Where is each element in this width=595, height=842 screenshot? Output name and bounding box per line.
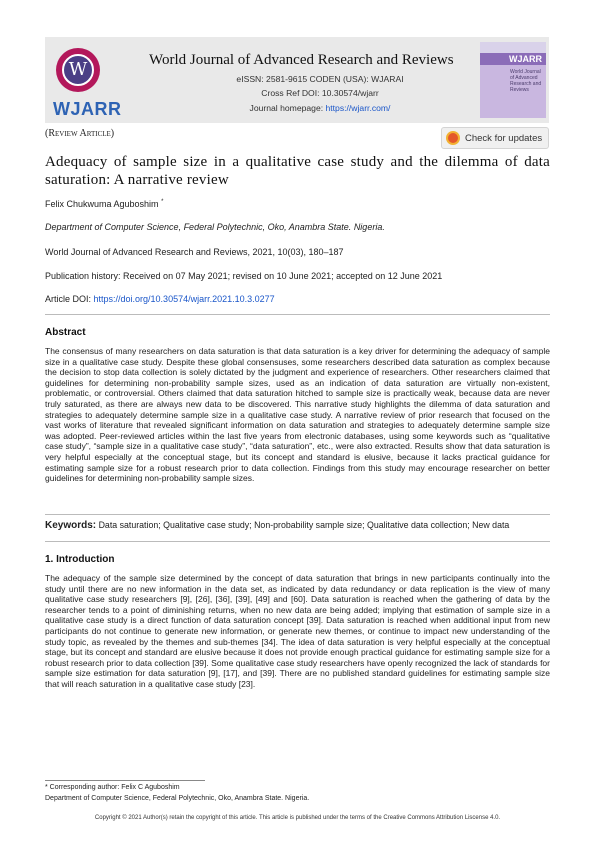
doi-link[interactable]: https://doi.org/10.30574/wjarr.2021.10.3.0277	[93, 294, 275, 304]
homepage-label: Journal homepage:	[249, 103, 326, 113]
abstract-heading: Abstract	[45, 327, 86, 338]
article-doi	[45, 294, 550, 304]
divider	[45, 314, 550, 315]
copyright-notice: Copyright © 2021 Author(s) retain the copyright of this article. This article is published under the terms of the Creative Commons Attribution Liscense 4.0.	[94, 815, 501, 821]
footnote-divider	[45, 780, 205, 781]
crossref-line: Cross Ref DOI: 10.30574/wjarr	[261, 88, 379, 98]
journal-homepage	[185, 103, 455, 113]
author-line	[45, 199, 550, 209]
keywords-line	[45, 520, 550, 531]
journal-name: World Journal of Advanced Research and Reviews	[149, 52, 454, 68]
cover-top-strip	[480, 42, 546, 53]
journal-cover-thumbnail	[480, 42, 546, 118]
divider	[45, 541, 550, 542]
keywords-text: Data saturation; Qualitative case study; Non-probability sample size; Qualitative data collection; New data	[98, 520, 510, 530]
publication-history: Publication history: Received on 07 May 2021; revised on 10 June 2021; accepted on 12 June 2021	[45, 271, 443, 281]
homepage-link[interactable]: https://wjarr.com/	[325, 103, 391, 113]
crossmark-icon	[446, 131, 460, 145]
author-name: Felix Chukwuma Aguboshim	[45, 199, 159, 209]
divider	[45, 514, 550, 515]
introduction-text: The adequacy of the sample size determined by the concept of data saturation that brings in new participants continually into the study until there are no new information in the data set, as indicated by data redundancy or data replication is the view of many qualitative case study researchers [9], [26], [36], [39], [49] and [60]. Data saturation is reached when the gathering of data by the researcher tends to a point of diminishing returns, when no new data are being added; implying that estimation of sample size in a qualitative case study is a direct function of data saturation concept [39]. Data saturation is reached when additional input from new participants do not continue to generate new information, or generate new themes, or continue to impact new understanding of the study topic, as revealed by the themes and sub-themes [34]. The idea of data saturation is very helpful especially at the conceptual stage, but its concept and standard are elusive because it does not provide enough practical guidance for estimating sample size for a robust research prior to data collection [39]. Some qualitative case study researchers have openly recognized the lack of standards for sample size estimation for data saturation [9], [17], and [39]. There are no published standard guidelines for estimating sample size that will reach saturation in a qualitative case study [23].	[45, 573, 550, 689]
doi-label: Article DOI:	[45, 294, 94, 304]
cover-body	[480, 65, 546, 118]
journal-header	[45, 37, 549, 123]
cover-brand: WJARR	[480, 53, 546, 65]
citation-line: World Journal of Advanced Research and Reviews, 2021, 10(03), 180–187	[45, 247, 344, 257]
article-type: (Review Article)	[45, 128, 115, 139]
introduction-heading: 1. Introduction	[45, 554, 115, 565]
corresponding-author-department: Department of Computer Science, Federal Polytechnic, Oko, Anambra State. Nigeria.	[45, 795, 310, 802]
corresponding-author-note: * Corresponding author: Felix C Aguboshim	[45, 784, 180, 791]
corresponding-mark: *	[161, 199, 164, 205]
journal-logo-text: WJARR	[53, 99, 122, 119]
journal-logo-icon: W	[62, 54, 94, 86]
abstract-text: The consensus of many researchers on data saturation is that data saturation is a key driver for determining the adequacy of sample size in a qualitative case study. Despite these global consensuses, some researchers described data saturation as complex because the decision to stop data collection is solely dictated by the judgment and experience of researchers. Other researchers claimed that guidelines for determining non-probability sample sizes, used as an indication of data saturation are virtually non-existent, problematic, or controversial. Others claimed that data saturation hitched to sample size is practically weak, because data are never truly saturated, as there are always new data to be discovered. This narrative study highlights the dilemma of data saturation and strategies to adequately determine sample size in a qualitative case study. A narrative review of prior research that focused on the vast works of literature that revealed significant information on data saturation and strategies to adequately determine sample size was adopted. Peer-reviewed articles within the last five years from electronic databases, using some keywords such as “qualitative case study”, “sample size in a qualitative case study”, “data saturation”, etc., were also extracted. Results show that data saturation is very helpful especially at the conceptual stage, but its concept and standard is elusive, because it lacks practical guidance for estimating sample size for a robust research prior to data collection. Findings from this study may encourage researcher on better guidelines for determining non-probability sample sizes.	[45, 346, 550, 484]
author-affiliation: Department of Computer Science, Federal Polytechnic, Oko, Anambra State. Nigeria.	[45, 222, 385, 232]
check-for-updates-label: Check for updates	[465, 132, 543, 144]
keywords-label: Keywords:	[45, 520, 97, 531]
article-title: Adequacy of sample size in a qualitative case study and the dilemma of data saturation: A narrative review	[45, 154, 550, 188]
issn-line: eISSN: 2581-9615 CODEN (USA): WJARAI	[236, 74, 404, 84]
check-for-updates-button[interactable]	[441, 127, 549, 149]
cover-journal-text: World Journal of Advanced Research and Reviews	[510, 69, 542, 93]
